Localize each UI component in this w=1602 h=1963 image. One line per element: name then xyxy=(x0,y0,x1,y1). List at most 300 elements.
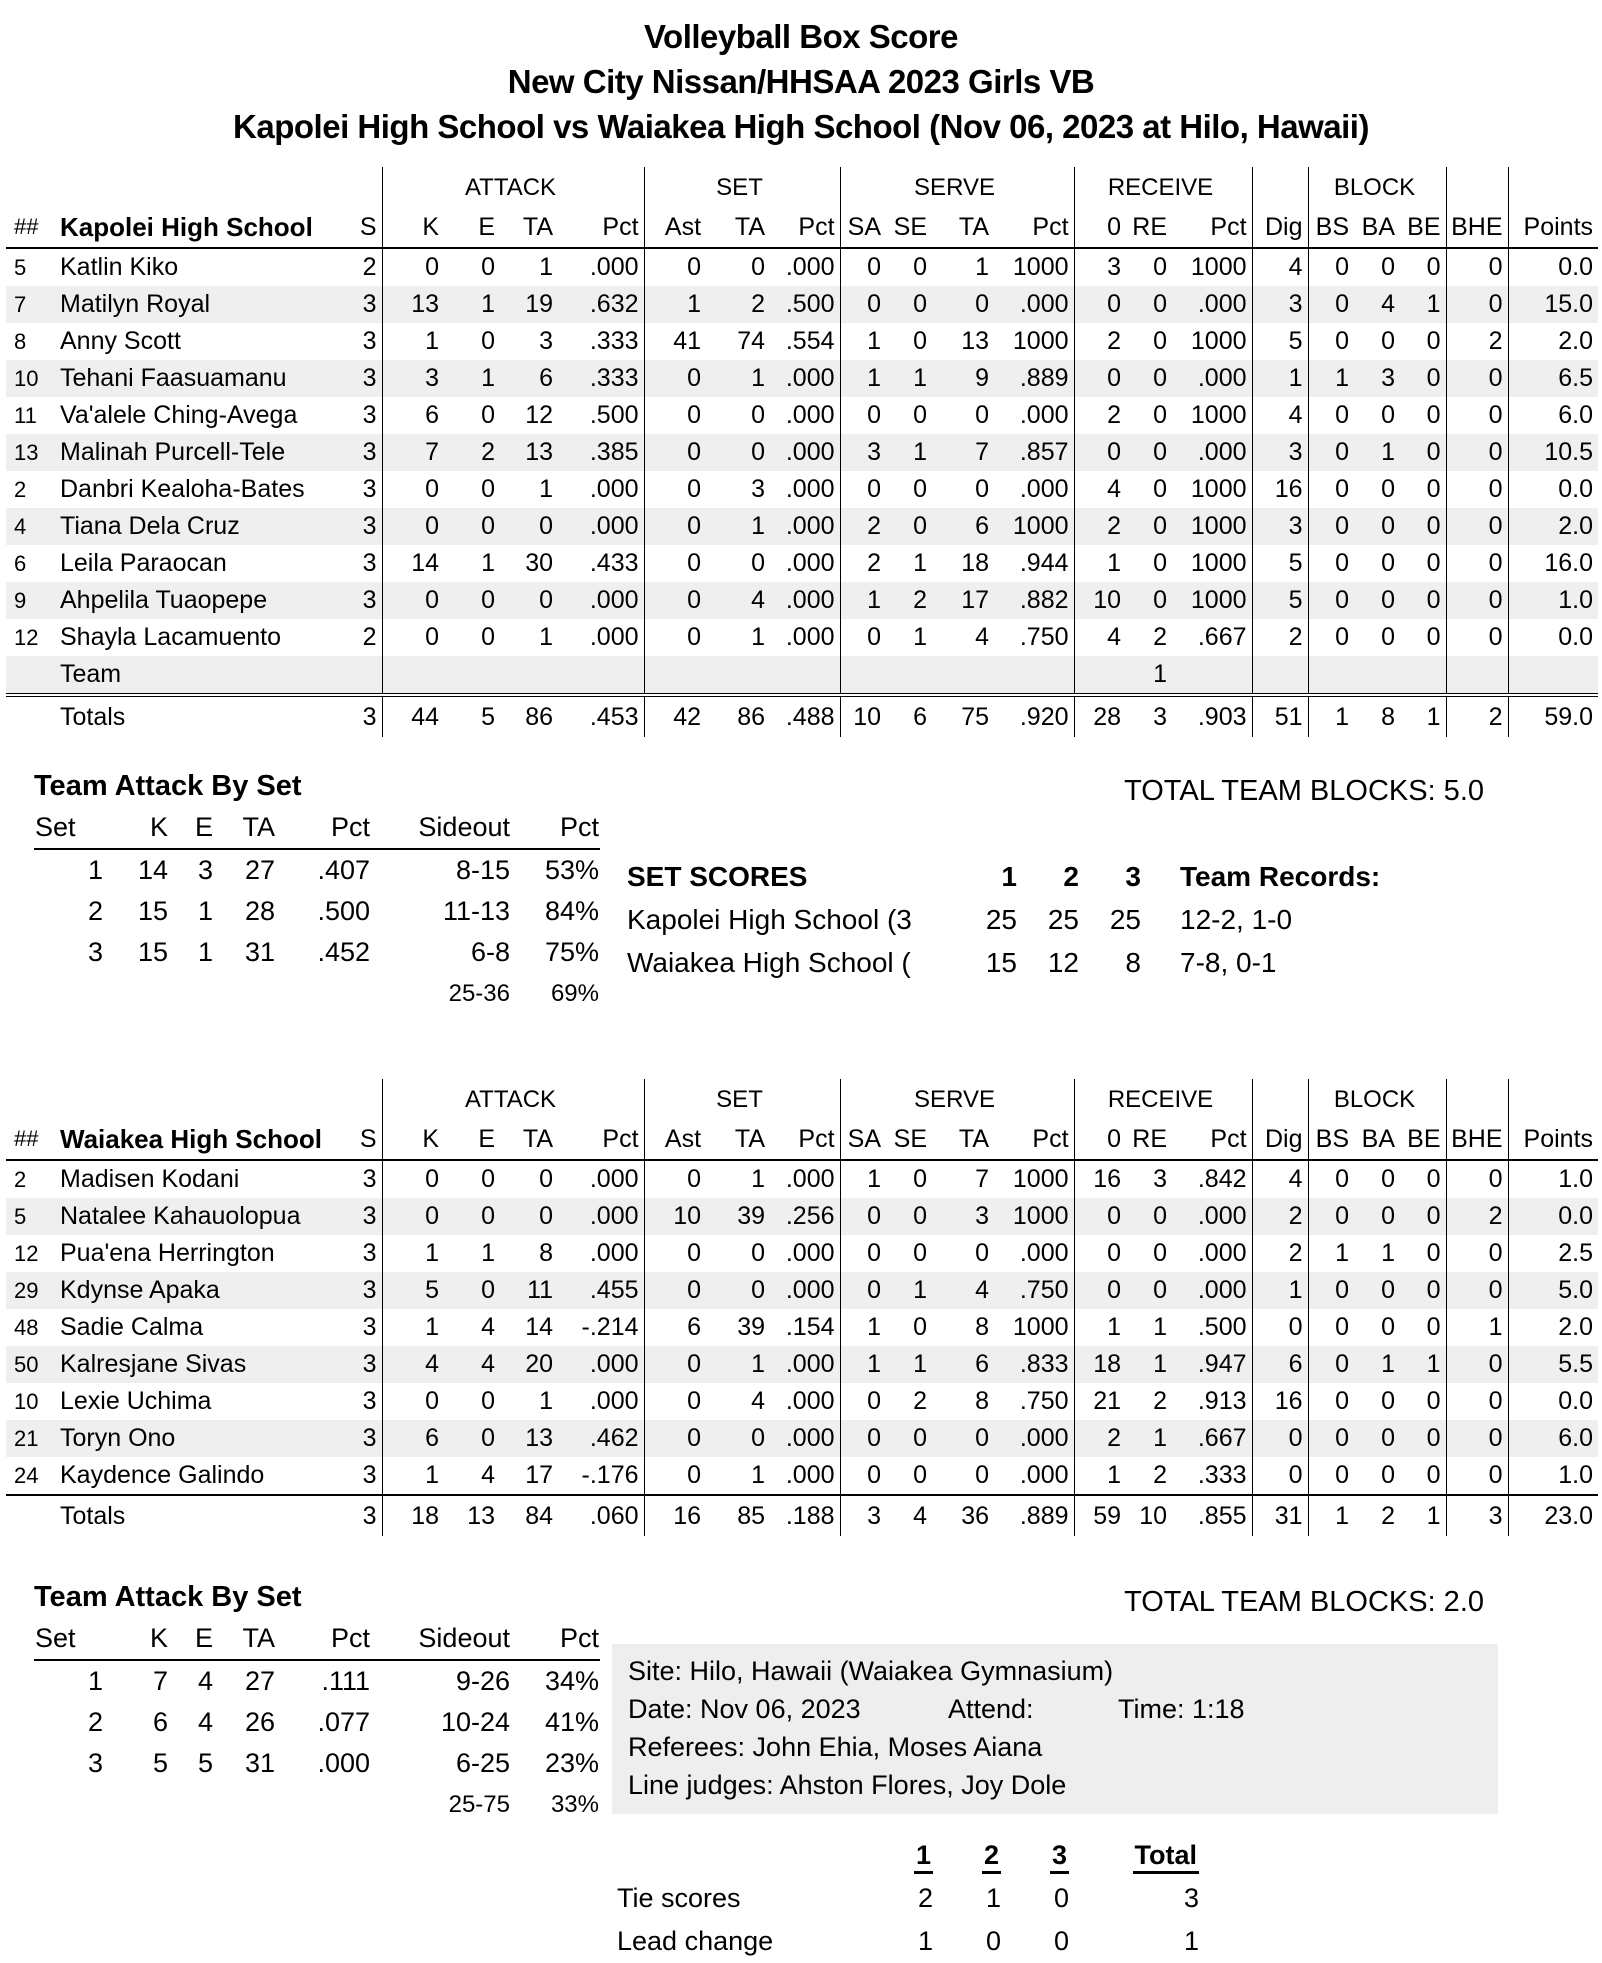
serve-group-header: SERVE xyxy=(840,167,1074,207)
player-row xyxy=(6,1420,1598,1457)
sideout-total: 25-75 xyxy=(448,1791,510,1818)
stat-cell: 1 xyxy=(1381,1350,1396,1378)
stat-cell: 0 xyxy=(1381,1424,1396,1452)
stat-cell: 0 xyxy=(539,512,554,540)
stat-cell: 0 xyxy=(1074,434,1126,471)
set2-score: 12 xyxy=(1047,947,1079,978)
stat-cell: 0 xyxy=(913,327,928,355)
set-number: 3 xyxy=(87,937,103,967)
player-row xyxy=(6,1457,1598,1495)
player-name: Pua'ena Herrington xyxy=(60,1239,275,1267)
stat-cell: 21 xyxy=(1074,1383,1126,1420)
stat-cell: .000 xyxy=(589,1239,639,1267)
stat-cell: 2 xyxy=(362,623,377,651)
stat-cell: 0 xyxy=(1381,1165,1396,1193)
waiakea-attack-by-set-table xyxy=(34,1618,600,1826)
col-hash: ## xyxy=(6,207,48,248)
stat-cell: .000 xyxy=(1197,438,1247,466)
stat-cell: .385 xyxy=(589,438,639,466)
stat-cell: 0 xyxy=(1426,401,1441,429)
player-number: 12 xyxy=(14,625,39,650)
stat-cell: .000 xyxy=(785,401,835,429)
stat-cell: 0 xyxy=(1381,549,1396,577)
kapolei-attack-by-set-table xyxy=(34,807,600,1015)
stat-cell: .000 xyxy=(589,1350,639,1378)
stat-cell: 4 xyxy=(1074,619,1126,656)
stat-cell: 4 xyxy=(1252,397,1308,434)
stat-cell: .000 xyxy=(589,512,639,540)
attack-by-set-header: Set K E TA Pct Sideout Pct xyxy=(34,1618,600,1660)
stat-cell: 0 xyxy=(1153,586,1168,614)
set-scores-team-name: Kapolei High School (3 xyxy=(627,904,912,935)
attack-by-set-row: 3 5 5 31 .000 6-25 23% xyxy=(34,1743,600,1784)
stat-cell: 1000 xyxy=(1012,253,1069,281)
stat-cell: 39 xyxy=(737,1313,766,1341)
attack-by-set-row: 1 7 4 27 .111 9-26 34% xyxy=(34,1660,600,1702)
stat-cell: 3 xyxy=(1153,1165,1168,1193)
set1-score: 15 xyxy=(985,947,1017,978)
stat-cell: 1 xyxy=(913,1276,928,1304)
stat-cell: .000 xyxy=(785,1461,835,1489)
attack-group-header: ATTACK xyxy=(382,1079,644,1119)
stat-cell: .554 xyxy=(785,327,835,355)
stat-cell: 0 xyxy=(1446,1346,1508,1383)
player-row xyxy=(6,1346,1598,1383)
stat-cell xyxy=(1308,656,1354,695)
stat-cell: 4 xyxy=(975,1276,990,1304)
column-header-row: ## Waiakea High School S K E TA Pct Ast TA Pct SA SE TA Pct 0 RE Pct Dig BS BA BE BHE Points xyxy=(6,1119,1598,1160)
stat-cell: 10 xyxy=(1074,582,1126,619)
stat-cell: 0 xyxy=(1426,549,1441,577)
stat-cell: .000 xyxy=(1197,1276,1247,1304)
attend-label: Attend: xyxy=(948,1694,1034,1724)
stat-cell: 3 xyxy=(362,1387,377,1415)
player-name: Shayla Lacamuento xyxy=(60,623,281,651)
stat-cell: 1000 xyxy=(1190,512,1247,540)
stat-cell: 0.0 xyxy=(1508,471,1598,508)
stat-cell: 0 xyxy=(751,1276,766,1304)
totals-row: Totals 3 44 5 86 .453 42 86 .488 10 6 75 .920 28 3 .903 51 1 8 1 2 59.0 xyxy=(6,695,1598,737)
stat-cell: 0 xyxy=(1308,619,1354,656)
stat-cell: 0 xyxy=(1153,549,1168,577)
stat-cell: 0 xyxy=(1381,401,1396,429)
stat-cell: 2 xyxy=(840,545,886,582)
stat-cell: .000 xyxy=(785,1276,835,1304)
tie-row-label: Lead change xyxy=(617,1926,774,1956)
referees-line: Referees: John Ehia, Moses Aiana xyxy=(628,1732,1043,1762)
stat-cell: 18 xyxy=(1074,1346,1126,1383)
stat-cell: 2 xyxy=(362,253,377,281)
kapolei-attack-by-set xyxy=(34,765,600,1015)
stat-cell: 0 xyxy=(1153,327,1168,355)
stat-cell: 0 xyxy=(644,1420,706,1457)
stat-cell: 0 xyxy=(1308,1198,1354,1235)
stat-cell: 0 xyxy=(1426,253,1441,281)
stat-cell: 0 xyxy=(1308,1420,1354,1457)
stat-cell: .500 xyxy=(1197,1313,1247,1341)
stat-cell: 0 xyxy=(481,327,496,355)
stat-cell: 2 xyxy=(1074,508,1126,545)
stat-cell: 3 xyxy=(362,1239,377,1267)
stat-cell: 0 xyxy=(840,1235,886,1272)
stat-cell: 0 xyxy=(382,471,444,508)
stat-cell: 0 xyxy=(840,1420,886,1457)
stat-cell: 0 xyxy=(1308,1160,1354,1198)
stat-cell: 0 xyxy=(840,1272,886,1309)
stat-cell: 0 xyxy=(382,1160,444,1198)
stat-cell: 3 xyxy=(362,401,377,429)
stat-cell: .000 xyxy=(1197,364,1247,392)
stat-cell: .256 xyxy=(785,1202,835,1230)
stat-cell: 0 xyxy=(1381,1313,1396,1341)
stat-cell: .667 xyxy=(1197,1424,1247,1452)
stat-cell: 0.0 xyxy=(1508,1383,1598,1420)
stat-cell: 12 xyxy=(525,401,554,429)
stat-cell: 1000 xyxy=(1190,586,1247,614)
stat-cell: 1 xyxy=(1252,360,1308,397)
attack-by-set-row: 2 6 4 26 .077 10-24 41% xyxy=(34,1702,600,1743)
stat-cell: 0 xyxy=(1308,508,1354,545)
stat-cell: 0 xyxy=(1153,253,1168,281)
stat-cell: 1 xyxy=(1153,1350,1168,1378)
stat-cell: 0 xyxy=(382,1383,444,1420)
stat-cell: .000 xyxy=(785,586,835,614)
stat-cell: 20 xyxy=(525,1350,554,1378)
stat-cell xyxy=(932,656,994,695)
stat-cell: 3 xyxy=(362,438,377,466)
player-number: 5 xyxy=(14,1204,27,1229)
stat-cell: 6 xyxy=(644,1309,706,1346)
stat-cell: 7 xyxy=(975,1165,990,1193)
stat-cell: 1000 xyxy=(1012,512,1069,540)
block-group-header: BLOCK xyxy=(1308,1079,1446,1119)
stat-cell: 0 xyxy=(1153,364,1168,392)
stat-cell: 1 xyxy=(840,1160,886,1198)
stat-cell: 0 xyxy=(1446,582,1508,619)
stat-cell: 1 xyxy=(751,1350,766,1378)
stat-cell: 0 xyxy=(1426,438,1441,466)
player-name: Tehani Faasuamanu xyxy=(60,364,287,392)
stat-cell: 0 xyxy=(1426,1239,1441,1267)
player-row xyxy=(6,360,1598,397)
player-number: 11 xyxy=(14,403,37,428)
stat-cell: 0 xyxy=(1252,1309,1308,1346)
stat-cell: .000 xyxy=(1019,1239,1069,1267)
stat-cell: 1 xyxy=(1381,438,1396,466)
stat-cell: 5 xyxy=(382,1272,444,1309)
stat-cell: 0 xyxy=(1252,1457,1308,1495)
stat-cell: 4 xyxy=(481,1313,496,1341)
player-name: Matilyn Royal xyxy=(60,290,211,318)
stat-cell: 3 xyxy=(362,1313,377,1341)
stat-cell xyxy=(558,656,644,695)
stat-cell: .000 xyxy=(1197,1239,1247,1267)
stat-cell: 0 xyxy=(913,253,928,281)
col-hash: ## xyxy=(6,1119,48,1160)
stat-cell: 0 xyxy=(1446,360,1508,397)
stat-cell xyxy=(444,656,500,695)
stat-cell: 0 xyxy=(1426,623,1441,651)
stat-cell: 0 xyxy=(1426,586,1441,614)
stat-cell: 1 xyxy=(1153,1313,1168,1341)
stat-cell: 0 xyxy=(1308,397,1354,434)
stat-cell: 0 xyxy=(840,1198,886,1235)
stat-cell xyxy=(1354,656,1400,695)
stat-cell: 0 xyxy=(751,401,766,429)
stat-cell: 1 xyxy=(539,623,554,651)
stat-cell: .000 xyxy=(785,512,835,540)
stat-cell: .333 xyxy=(589,327,639,355)
stat-cell: 0 xyxy=(644,1235,706,1272)
stat-cell: 14 xyxy=(382,545,444,582)
stat-cell xyxy=(1508,656,1598,695)
stat-cell: 8 xyxy=(975,1387,990,1415)
team-records-header: Team Records: xyxy=(1180,861,1381,892)
stat-cell: 0 xyxy=(1446,471,1508,508)
stat-cell: 1000 xyxy=(1012,1165,1069,1193)
stat-cell: 1 xyxy=(382,1457,444,1495)
stat-cell: 0 xyxy=(1446,1272,1508,1309)
serve-group-header: SERVE xyxy=(840,1079,1074,1119)
stat-cell: 5 xyxy=(1252,323,1308,360)
stat-cell: -.214 xyxy=(581,1313,639,1341)
stat-cell: 2 xyxy=(1252,1235,1308,1272)
stat-cell: 1 xyxy=(840,360,886,397)
stat-cell: 0 xyxy=(382,1198,444,1235)
attack-by-set-total-row xyxy=(34,973,600,1015)
stat-cell: 4 xyxy=(751,586,766,614)
stat-cell: 0 xyxy=(913,401,928,429)
receive-group-header: RECEIVE xyxy=(1074,167,1252,207)
totals-row: Totals 3 18 13 84 .060 16 85 .188 3 4 36 .889 59 10 .855 31 1 2 1 3 23.0 xyxy=(6,1495,1598,1536)
stat-cell: 7 xyxy=(975,438,990,466)
stat-cell: 2 xyxy=(1446,323,1508,360)
stat-cell: 0 xyxy=(382,619,444,656)
stat-cell: 0 xyxy=(1426,1387,1441,1415)
stat-cell: 1 xyxy=(1074,1309,1126,1346)
stat-cell: 0 xyxy=(751,1424,766,1452)
stat-cell: .455 xyxy=(589,1276,639,1304)
stat-cell: 0 xyxy=(481,1424,496,1452)
stat-cell: .667 xyxy=(1197,623,1247,651)
stat-cell: .000 xyxy=(589,1202,639,1230)
stat-cell: .857 xyxy=(1019,438,1069,466)
stat-cell: 0 xyxy=(1153,438,1168,466)
stat-cell: -.176 xyxy=(581,1461,639,1489)
stat-cell: 0 xyxy=(1426,327,1441,355)
waiakea-total-team-blocks: TOTAL TEAM BLOCKS: 2.0 xyxy=(1124,1586,1484,1618)
stat-cell: 0 xyxy=(1153,1202,1168,1230)
stat-cell: .833 xyxy=(1019,1350,1069,1378)
stat-cell: 0 xyxy=(481,401,496,429)
stat-cell: 1 xyxy=(382,323,444,360)
set-scores-title: SET SCORES xyxy=(627,861,808,892)
stat-cell: 0 xyxy=(1308,1383,1354,1420)
stat-cell: 1 xyxy=(751,364,766,392)
sideout-total-pct: 69% xyxy=(550,980,599,1007)
player-row xyxy=(6,619,1598,656)
stat-cell: 0 xyxy=(975,475,990,503)
stat-cell: 3 xyxy=(362,1202,377,1230)
stat-cell: .333 xyxy=(589,364,639,392)
stat-cell: 0 xyxy=(751,549,766,577)
player-number: 9 xyxy=(14,588,27,613)
stat-cell: 2 xyxy=(1252,1198,1308,1235)
stat-cell: 30 xyxy=(525,549,554,577)
stat-cell: 0 xyxy=(1426,1313,1441,1341)
stat-cell: 39 xyxy=(737,1202,766,1230)
set-scores-table xyxy=(626,855,1442,984)
stat-cell: 0 xyxy=(382,582,444,619)
player-name: Katlin Kiko xyxy=(60,253,179,281)
set1-score: 25 xyxy=(985,904,1017,935)
player-number: 10 xyxy=(14,1389,39,1414)
set-number: 1 xyxy=(87,855,103,885)
group-header-row xyxy=(6,1079,1598,1119)
stat-cell: 2 xyxy=(1074,323,1126,360)
stat-cell: 2 xyxy=(751,290,766,318)
stat-cell xyxy=(1074,656,1126,695)
tie-row-label: Tie scores xyxy=(617,1883,741,1913)
stat-cell: 0 xyxy=(644,248,706,286)
stat-cell: 0 xyxy=(1426,1424,1441,1452)
stat-cell: 0 xyxy=(644,1383,706,1420)
stat-cell: 0 xyxy=(751,1239,766,1267)
stat-cell: .947 xyxy=(1197,1350,1247,1378)
stat-cell: .000 xyxy=(785,1350,835,1378)
date-value: Date: Nov 06, 2023 xyxy=(628,1694,861,1724)
stat-cell: 0 xyxy=(913,1165,928,1193)
stat-cell: 0 xyxy=(539,1165,554,1193)
attack-by-set-row: 3 15 1 31 .452 6-8 75% xyxy=(34,932,600,973)
stat-cell: 2 xyxy=(1153,1387,1168,1415)
player-number: 29 xyxy=(14,1278,39,1303)
stat-cell: 1 xyxy=(751,1165,766,1193)
stat-cell: .000 xyxy=(785,1239,835,1267)
tie-table-row: Lead change 1 0 0 1 xyxy=(616,1920,1200,1963)
set-number: 2 xyxy=(87,1707,103,1737)
stat-cell: 0 xyxy=(1308,1309,1354,1346)
stat-cell: 1 xyxy=(1426,290,1441,318)
stat-cell: 0 xyxy=(975,401,990,429)
stat-cell: 0 xyxy=(840,619,886,656)
stat-cell: 1 xyxy=(481,549,496,577)
stat-cell: 0 xyxy=(1446,248,1508,286)
stat-cell: 0 xyxy=(1381,1202,1396,1230)
player-number: 2 xyxy=(14,477,27,502)
stat-cell: 0 xyxy=(644,1346,706,1383)
stat-cell: .500 xyxy=(785,290,835,318)
stat-cell: 6.0 xyxy=(1508,1420,1598,1457)
stat-cell: 1 xyxy=(1153,1424,1168,1452)
player-number: 21 xyxy=(14,1426,39,1451)
stat-cell xyxy=(706,656,770,695)
stat-cell: 3 xyxy=(362,1165,377,1193)
set-group-header: SET xyxy=(644,1079,840,1119)
stat-cell: 0 xyxy=(840,471,886,508)
tie-table-row: Tie scores 2 1 0 3 xyxy=(616,1877,1200,1920)
player-name: Team xyxy=(48,656,348,695)
stat-cell: 0 xyxy=(644,471,706,508)
stat-cell: 0 xyxy=(1446,1420,1508,1457)
stat-cell: 0 xyxy=(913,1424,928,1452)
stat-cell: .333 xyxy=(1197,1461,1247,1489)
player-number: 13 xyxy=(14,440,39,465)
set-scores-row xyxy=(626,941,1442,984)
stat-cell: .000 xyxy=(1019,401,1069,429)
stat-cell: .882 xyxy=(1019,586,1069,614)
team-record: 12-2, 1-0 xyxy=(1180,904,1293,935)
stat-cell: 0 xyxy=(1153,1276,1168,1304)
stat-cell: 1 xyxy=(1074,1457,1126,1495)
player-number: 24 xyxy=(14,1463,39,1488)
stat-cell: 2 xyxy=(913,586,928,614)
set-number: 1 xyxy=(87,1666,103,1696)
stat-cell: 0 xyxy=(1426,1165,1441,1193)
stat-cell: 2.5 xyxy=(1508,1235,1598,1272)
stat-cell: 0 xyxy=(840,397,886,434)
stat-cell: 6.5 xyxy=(1508,360,1598,397)
stat-cell: 0 xyxy=(1446,508,1508,545)
stat-cell: 0 xyxy=(1426,1276,1441,1304)
stat-cell: 2 xyxy=(1153,1461,1168,1489)
stat-cell: .913 xyxy=(1197,1387,1247,1415)
stat-cell: 11 xyxy=(527,1276,554,1304)
stat-cell: 3 xyxy=(362,290,377,318)
player-number: 6 xyxy=(14,551,27,576)
column-header-row: ## Kapolei High School S K E TA Pct Ast TA Pct SA SE TA Pct 0 RE Pct Dig BS BA BE BHE Points xyxy=(6,207,1598,248)
stat-cell: 0 xyxy=(644,545,706,582)
stat-cell: 0 xyxy=(644,1160,706,1198)
stat-cell: .154 xyxy=(785,1313,835,1341)
stat-cell: .632 xyxy=(589,290,639,318)
stat-cell: 2 xyxy=(1446,1198,1508,1235)
stat-cell: 0 xyxy=(1381,1276,1396,1304)
stat-cell: 0 xyxy=(1074,1272,1126,1309)
stat-cell: 0.0 xyxy=(1508,619,1598,656)
stat-cell: 1000 xyxy=(1190,549,1247,577)
stat-cell: 0 xyxy=(1381,512,1396,540)
stat-cell: 0 xyxy=(1446,434,1508,471)
set3-score: 8 xyxy=(1125,947,1141,978)
stat-cell: 0 xyxy=(644,1457,706,1495)
stat-cell: 1000 xyxy=(1012,1202,1069,1230)
player-name: Kaydence Galindo xyxy=(60,1461,265,1489)
player-number: 8 xyxy=(14,329,27,354)
stat-cell: 0 xyxy=(1446,1235,1508,1272)
set-group-header: SET xyxy=(644,167,840,207)
player-name: Natalee Kahauolopua xyxy=(60,1202,301,1230)
set-scores-row xyxy=(626,898,1442,941)
player-row xyxy=(6,1235,1598,1272)
stat-cell: 0 xyxy=(1153,401,1168,429)
stat-cell: 1000 xyxy=(1012,327,1069,355)
page-title-block xyxy=(0,0,1602,149)
stat-cell: 0 xyxy=(1074,360,1126,397)
stat-cell: 6 xyxy=(382,397,444,434)
player-row xyxy=(6,1383,1598,1420)
stat-cell: .889 xyxy=(1019,364,1069,392)
stat-cell: 0 xyxy=(1381,586,1396,614)
set-scores-team-name: Waiakea High School ( xyxy=(627,947,911,978)
stat-cell: 0 xyxy=(1074,1198,1126,1235)
player-name: Tiana Dela Cruz xyxy=(60,512,240,540)
stat-cell: 1 xyxy=(1308,360,1354,397)
player-row xyxy=(6,545,1598,582)
stat-cell: 0 xyxy=(840,1457,886,1495)
stat-cell: 0 xyxy=(644,434,706,471)
attack-by-set-title: Team Attack By Set xyxy=(34,770,302,802)
